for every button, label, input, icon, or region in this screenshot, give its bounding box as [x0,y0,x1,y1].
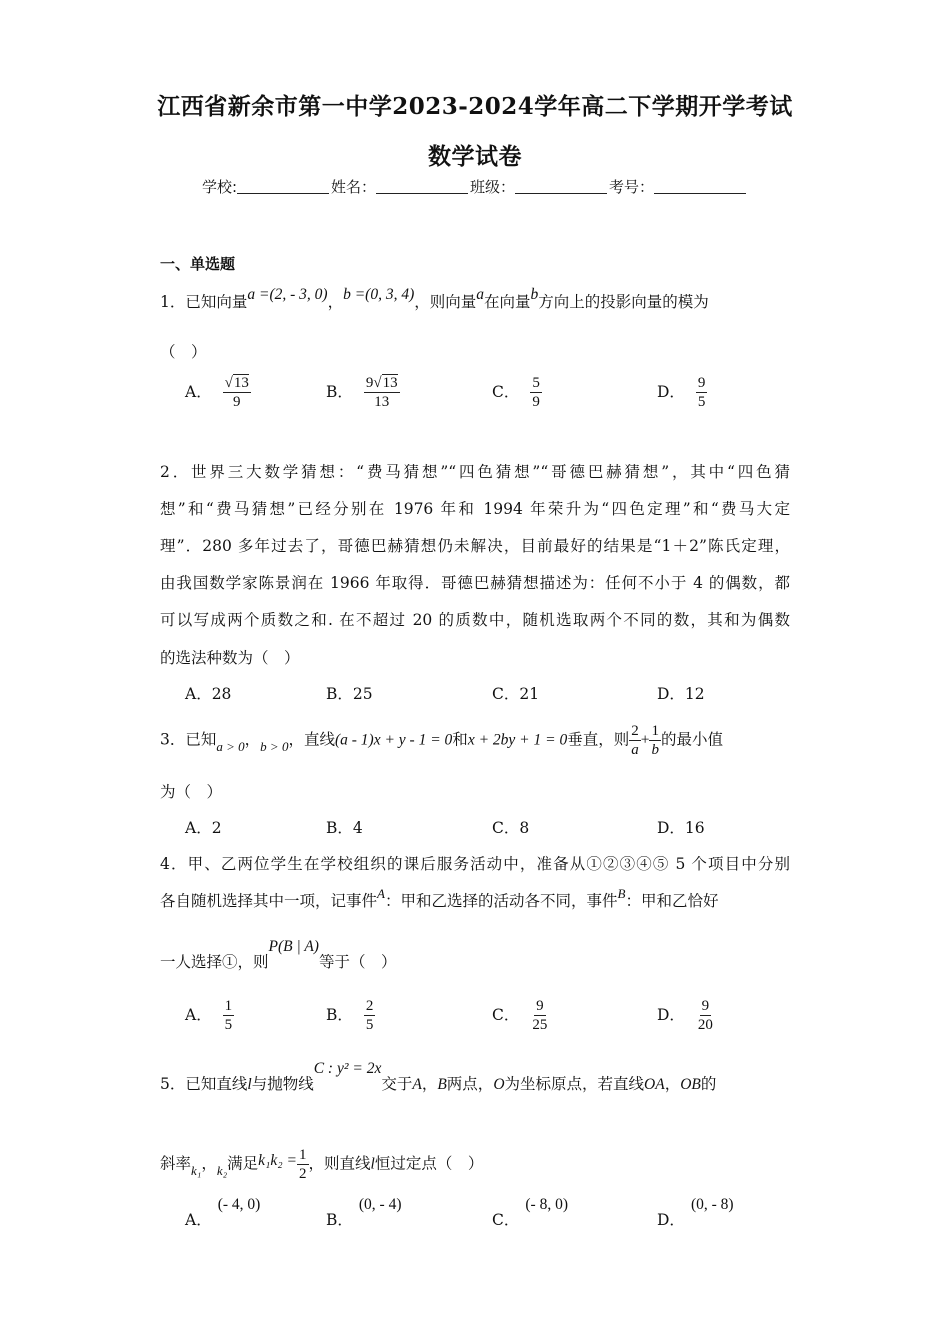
q3-plus: + [640,731,650,749]
q1-a: a [476,286,485,303]
q2-line-2: 想”和“费马猜想”已经分别在 1976 年和 1994 年荣升为“四色定理”和“费马大定 [160,500,790,518]
q3-cond-a: a > 0 [216,738,245,754]
option-value: (0, - 8) [690,1196,734,1213]
q1-option-a[interactable] [185,374,251,411]
q1-option-c[interactable] [492,374,542,411]
exam-title: 江西省新余市第一中学2023-2024学年高二下学期开学考试 [157,93,793,120]
option-label: D． [657,1211,685,1229]
fraction [297,1146,309,1183]
school-label: 学校: [201,178,237,196]
frac-den: 25 [532,1017,548,1033]
q5-comma: ， [421,1075,438,1093]
q5-mid2: 交于 [381,1075,413,1093]
q5-text-d: 恒过定点（ ） [374,1154,484,1173]
school-blank[interactable] [237,179,329,194]
q3-cond-b: b > 0 [260,738,289,754]
option-label: D． [657,1005,685,1024]
q4-text-d: 一人选择①，则 [160,953,269,971]
option-label: D． [657,382,685,401]
q2-line-5: 可以写成两个质数之和. 在不超过 20 的质数中，随机选取两个不同的数，其和为偶数 [160,611,790,629]
q4-line-3 [160,938,397,972]
frac-num: 1 [299,1147,307,1163]
q5-text-b: 满足 [227,1154,259,1173]
q4-line-2 [160,886,719,911]
q5-tail: 的 [700,1075,717,1093]
q5-stem [160,1060,717,1094]
q1-comma: ， [327,293,344,311]
q4-event-b: B [617,886,626,901]
fraction [629,722,641,759]
fraction [696,374,708,411]
q3-line-2: 为（ ） [160,783,223,801]
q3-option-d[interactable]: D．16 [657,819,705,837]
frac-num: 2 [365,998,374,1014]
q5-sep: ， [201,1154,217,1173]
class-blank[interactable] [515,179,607,194]
q4-probability: P(B | A) [268,938,319,955]
option-label: B． [326,1211,353,1229]
q3-tail: 的最小值 [660,730,723,749]
fraction [364,997,376,1034]
option-value: (0, - 4) [358,1196,402,1213]
q3-lead: 3．已知 [160,730,217,749]
q1-paren: （ ） [160,343,207,361]
q1-vector-a: a =(2, - 3, 0) [247,286,328,303]
q3-option-c[interactable]: C．8 [492,819,530,837]
option-label: A． [185,1005,212,1024]
q3-and: 和 [452,730,468,749]
q5-point-b: B [437,1076,447,1093]
q5-lead: 5．已知直线 [160,1075,248,1093]
fraction [530,997,549,1034]
q2-option-d[interactable]: D．12 [657,685,705,703]
q1-mid1: ，则向量 [414,293,477,311]
option-label: B． [326,1005,353,1024]
q4-event-a: A [377,886,385,901]
frac-den: 2 [299,1166,307,1182]
option-value: (- 4, 0) [217,1196,261,1213]
q3-perp: 垂直，则 [567,730,630,749]
q5-point-a: A [412,1076,422,1093]
q5-option-c[interactable] [492,1192,568,1229]
q1-lead: 1．已知向量 [160,293,248,311]
frac-num: 5 [532,375,540,391]
q5-line-2 [160,1146,483,1183]
option-label: A． [185,1211,212,1229]
option-value: (- 8, 0) [525,1196,568,1213]
q4-text-c: ：甲和乙恰好 [625,892,719,910]
q5-mid4: 为坐标原点，若直线 [504,1075,645,1093]
option-label: C． [492,1211,520,1229]
q5-l2: l [370,1155,375,1173]
q4-option-d[interactable] [657,997,715,1034]
q4-option-a[interactable] [185,997,234,1034]
section-title: 一、单选题 [160,255,236,273]
q1-tail: 方向上的投影向量的模为 [538,293,709,311]
name-blank[interactable] [376,179,468,194]
q1-vector-b: b =(0, 3, 4) [343,286,415,303]
q1-mid2: 在向量 [484,293,531,311]
q4-text-e: 等于（ ） [318,953,397,971]
q4-option-c[interactable] [492,997,549,1034]
q5-comma2: ， [664,1075,681,1093]
q5-parabola: C : y² = 2x [313,1060,382,1077]
option-label: B． [326,382,353,401]
class-label: 班级： [470,178,516,196]
q2-option-c[interactable]: C．21 [492,685,540,703]
q5-text-c: ，则直线 [308,1154,371,1173]
frac-num: 9 [701,998,710,1014]
frac-den: 9 [532,394,540,410]
q1-b: b [530,286,539,303]
frac-den: 9 [233,394,241,410]
q4-option-b[interactable] [326,997,375,1034]
q5-ob: OB [680,1076,701,1093]
frac-num: 13 [233,375,249,391]
q5-k1k2: k₁k₂ = [258,1151,298,1169]
fraction [696,997,715,1034]
frac-den: 5 [365,1017,374,1033]
q3-line-equation-1: (a - 1)x + y - 1 = 0 [334,731,453,749]
q5-oa: OA [644,1076,665,1093]
q2-line-6: 的选法种数为（ ） [160,649,300,667]
fraction: $\frac{√13}{9}$ [224,375,249,410]
q5-k1: k₁ [191,1162,202,1178]
exam-subtitle: 数学试卷 [428,143,522,170]
student-info-row [0,176,950,197]
name-label: 姓名： [331,178,377,196]
exam-number-label: 考号： [609,178,655,196]
q5-option-b[interactable] [326,1192,402,1229]
q5-origin: O [493,1076,505,1093]
fraction [649,722,661,759]
frac-den: 5 [224,1017,233,1033]
q4-line-1: 4．甲、乙两位学生在学校组织的课后服务活动中，准备从①②③④⑤ 5 个项目中分别 [160,855,790,873]
q5-option-d[interactable] [657,1192,734,1229]
frac-num: 1 [651,723,659,739]
q5-option-a[interactable] [185,1192,261,1229]
q2-option-a[interactable]: A．28 [185,685,232,703]
frac-num: 9 [536,998,544,1014]
q1-option-d[interactable] [657,374,707,411]
frac-num: 2 [631,723,639,739]
frac-coef: 9 [365,375,374,391]
q2-line-1: 2．世界三大数学猜想：“费马猜想”“四色猜想”“哥德巴赫猜想”，其中“四色猜 [160,463,790,481]
q3-stem [160,722,723,759]
q1-stem [160,286,709,312]
frac-den: 13 [374,394,390,410]
frac-num: 13 [382,375,398,391]
frac-den: b [651,742,659,758]
frac-den: 20 [697,1017,713,1033]
q5-text-a: 斜率 [160,1154,192,1173]
frac-den: a [631,742,639,758]
q3-option-a[interactable]: A．2 [185,819,222,837]
q2-line-3: 理”．280 多年过去了，哥德巴赫猜想仍未解决，目前最好的结果是“1＋2”陈氏定理， [160,537,790,555]
q5-k2: k₂ [216,1162,228,1178]
q3-option-b[interactable]: B．4 [326,819,363,837]
q5-mid1: 与抛物线 [251,1075,314,1093]
q2-option-b[interactable]: B．25 [326,685,373,703]
option-label: C． [492,382,520,401]
frac-num: 1 [224,998,233,1014]
q3-line-equation-2: x + 2by + 1 = 0 [467,731,568,749]
fraction [530,374,542,411]
frac-den: 5 [697,394,706,410]
q5-mid3: 两点， [446,1075,494,1093]
frac-num: 9 [697,375,706,391]
q3-sep2: ，直线 [288,730,335,749]
option-label: C． [492,1005,520,1024]
q4-text-b: ：甲和乙选择的活动各不同，事件 [384,892,618,910]
option-label: A． [185,382,212,401]
fraction [223,997,235,1034]
q1-option-b[interactable] [326,374,400,411]
q2-line-4: 由我国数学家陈景润在 1966 年取得．哥德巴赫猜想描述为：任何不小于 4 的偶数，都 [160,574,790,592]
fraction: $\frac{9√13}{13}$ [365,375,398,410]
q3-sep1: ， [244,730,261,749]
q4-text-a: 各自随机选择其中一项，记事件 [160,892,378,910]
q5-l: l [247,1076,252,1093]
exam-number-blank[interactable] [654,179,746,194]
